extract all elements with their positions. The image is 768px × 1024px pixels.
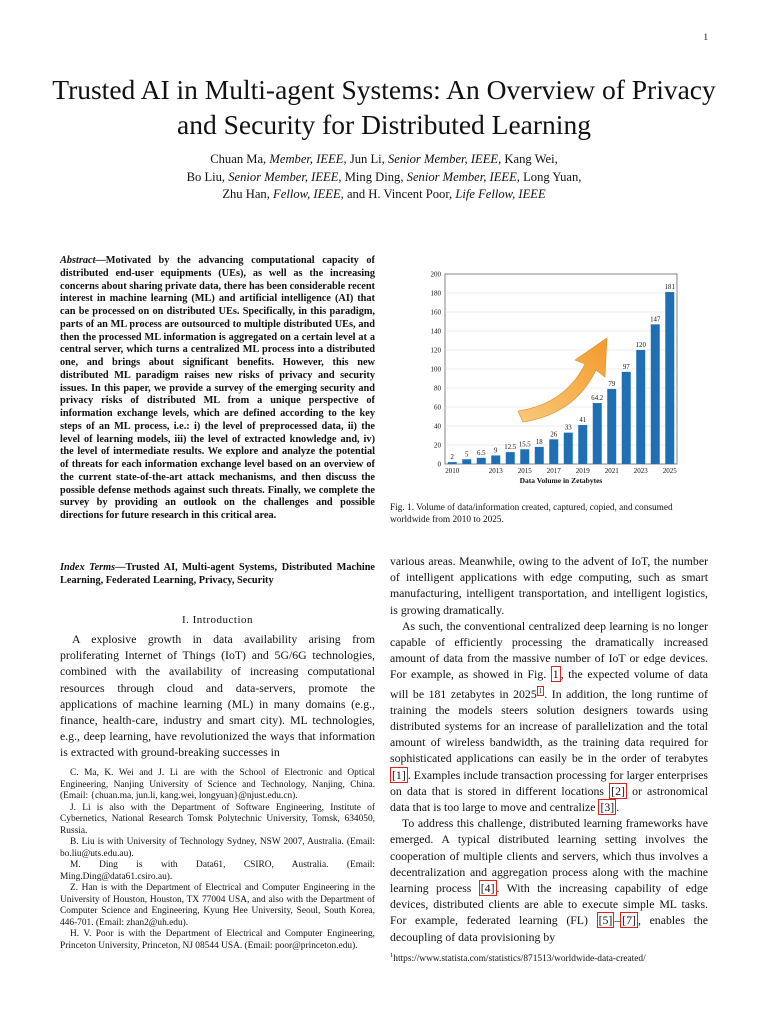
bar bbox=[651, 324, 660, 464]
author-role: Fellow, IEEE, bbox=[273, 187, 344, 201]
text-run: , the expected volume of data will be 181 zetabytes in 2025 bbox=[390, 667, 708, 701]
bar-value-label: 12.5 bbox=[504, 444, 517, 452]
author-name: Zhu Han, bbox=[222, 187, 270, 201]
text-run: . Examples include transaction processing for larger enterprises on data that is stored in different locations bbox=[390, 767, 708, 798]
author-name: Chuan Ma, bbox=[210, 152, 267, 166]
abstract bbox=[60, 255, 375, 523]
bar bbox=[520, 449, 529, 464]
bar bbox=[607, 389, 616, 464]
x-tick-label: 2013 bbox=[488, 467, 503, 475]
bar-value-label: 181 bbox=[664, 284, 675, 292]
index-terms-text: —Trusted AI, Multi-agent Systems, Distributed Machine Learning, Federated Learning, Privacy, Security bbox=[60, 562, 375, 586]
citation-link[interactable]: [2] bbox=[611, 783, 625, 798]
right-column-text bbox=[390, 553, 708, 945]
bar-value-label: 2 bbox=[450, 454, 454, 462]
x-tick-label: 2017 bbox=[546, 467, 561, 475]
text-run: As such, the conventional centralized deep learning is no longer capable of efficiently processing the dramatically increased amount of data from the massive number of IoT or edge devices. For example, as showed in Fig. bbox=[390, 618, 708, 682]
bar bbox=[665, 292, 674, 464]
abstract-text: —Motivated by the advancing computational capacity of distributed end-user equipments (UEs), as well as the increasing concerns about sharing private data, there has been considerable recent interest in machine learning (ML) and artificial intelligence (AI) that can be processed on on distributed UEs. Specifically, in this paradigm, parts of an ML process are outsourced to multiple distributed UEs, and then the processed ML information is aggregated on a certain level at a central server, which turns a centralized ML process into a distributed one, and brings about significant benefits. However, this new distributed ML paradigm raises new risks of privacy and security issues. In this paper, we provide a survey of the emerging security and privacy risks of distributed ML from a unique perspective of information exchange levels, which are defined according to the key steps of an ML process, i.e.: i) the level of preprocessed data, ii) the level of learning models, iii) the level of extracted knowledge and, iv) the level of intermediate results. We explore and analyze the potential of threats for each information exchange level based on an overview of the current state-of-the-art attack mechanisms, and then discuss the possible defense methods against such threats. Finally, we complete the survey by providing an outlook on the challenges and possible directions for future research in this critical area. bbox=[60, 255, 375, 521]
author-role: Senior Member, IEEE, bbox=[406, 169, 520, 184]
bar-value-label: 9 bbox=[494, 447, 498, 455]
affiliation-footnotes bbox=[60, 768, 375, 952]
bar-value-label: 15.5 bbox=[518, 441, 531, 449]
citation-link[interactable]: [7] bbox=[622, 913, 636, 928]
author-name: and H. Vincent Poor, bbox=[346, 187, 453, 201]
figure-ref-link[interactable]: 1 bbox=[552, 667, 559, 682]
bar-value-label: 147 bbox=[650, 316, 661, 324]
footnote: H. V. Poor is with the Department of Electrical and Computer Engineering, Princeton University, Princeton, NJ 08544 USA. (Email: poor@princeton.edu). bbox=[60, 929, 375, 951]
y-tick-label: 60 bbox=[434, 403, 441, 412]
bar bbox=[506, 452, 515, 464]
x-tick-label: 2023 bbox=[633, 467, 648, 475]
author-role: Member, IEEE, bbox=[269, 152, 347, 166]
citation-link[interactable]: [1] bbox=[392, 767, 406, 782]
footnote: C. Ma, K. Wei and J. Li are with the School of Electronic and Optical Engineering, Nanjing University of Science and Technology, Nanjing, China. (Email: {chuan.ma, jun.li, kang.wei, longyuan}@njust.edu.cn). bbox=[60, 768, 375, 801]
bar-value-label: 97 bbox=[622, 363, 630, 371]
bar bbox=[593, 403, 602, 464]
author-role: Senior Member, IEEE, bbox=[228, 169, 342, 184]
bar bbox=[564, 433, 573, 464]
y-tick-label: 180 bbox=[430, 289, 441, 298]
paragraph bbox=[390, 815, 708, 945]
bar-value-label: 26 bbox=[550, 431, 558, 439]
text-run: , enables the decoupling of data provisioning by bbox=[390, 913, 708, 944]
bar-value-label: 41 bbox=[579, 417, 587, 425]
footnote-url-link[interactable]: https://www.statista.com/statistics/871513/worldwide-data-created/ bbox=[393, 954, 646, 965]
y-tick-label: 40 bbox=[434, 422, 441, 431]
intro-text: A explosive growth in data availability arising from proliferating Internet of Things (IoT) and 5G/6G technologies, combined with the availability of increasing computational resources through cloud and data-servers, promote the applications of machine learning (ML) in many domains (e.g., finance, health-care, industry and smart city). ML technologies, e.g., deep learning, have revolutionized the ways that information is extracted with ground-breaking successes in bbox=[60, 632, 375, 760]
abstract-label: Abstract bbox=[60, 255, 96, 266]
bar-value-label: 79 bbox=[608, 380, 616, 388]
bar-value-label: 120 bbox=[635, 342, 646, 349]
bar bbox=[549, 439, 558, 464]
footnote-mark: 1 bbox=[390, 952, 394, 959]
y-tick-label: 120 bbox=[430, 346, 441, 355]
text-run: . bbox=[616, 799, 620, 814]
footnote: J. Li is also with the Department of Software Engineering, Institute of Cybernetics, National Research Tomsk Polytechnic University, Tomsk, 634050, Russia. bbox=[60, 802, 375, 836]
footnote-ref-link[interactable]: 1 bbox=[538, 686, 543, 695]
x-axis-label: Data Volume in Zetabytes bbox=[519, 476, 603, 485]
text-run: . With the increasing capability of edge devices, distributed clients are able to execute simple ML tasks. For example, federated learning (FL) bbox=[390, 880, 708, 928]
x-tick-label: 2015 bbox=[517, 467, 532, 475]
paragraph: various areas. Meanwhile, owing to the advent of IoT, the number of intelligent applications with edge computing, such as smart manufacturing, intelligent transportation, and intelligent logistics, is growing dramatically. bbox=[390, 554, 708, 617]
bar bbox=[448, 462, 457, 464]
bar bbox=[491, 455, 500, 464]
bar-value-label: 33 bbox=[564, 424, 572, 432]
text-run: – bbox=[614, 913, 621, 928]
bar-value-label: 18 bbox=[535, 438, 543, 446]
index-terms-label: Index Terms bbox=[60, 562, 116, 573]
author-line-2 bbox=[40, 169, 728, 187]
author-role: Senior Member, IEEE, bbox=[387, 152, 502, 166]
author-name: Ming Ding, bbox=[344, 169, 404, 184]
text-run: . In addition, the long runtime of training the models steers solution designers towards using distributed systems for an increase of parallelization and the total amount of wireless bandwidth, as the training data required for sophisticated applications can easily be in the order of terabytes bbox=[390, 686, 708, 766]
footnote: Z. Han is with the Department of Electrical and Computer Engineering in the University of Houston, Houston, TX 77004 USA, and also with the Department of Computer Science and Engineering, Kyung Hee University, Seoul, South Korea, 446-701. (Email: zhan2@uh.edu). bbox=[60, 883, 375, 928]
author-list bbox=[40, 151, 728, 204]
y-tick-label: 160 bbox=[430, 308, 441, 317]
bar-value-label: 64.2 bbox=[591, 395, 604, 403]
y-tick-label: 100 bbox=[430, 365, 441, 374]
y-tick-label: 140 bbox=[430, 327, 441, 336]
y-tick-label: 80 bbox=[434, 384, 441, 393]
section-heading: I. Introduction bbox=[181, 614, 254, 626]
x-tick-label: 2021 bbox=[604, 467, 619, 475]
author-name: Long Yuan, bbox=[523, 169, 582, 184]
figure-caption: Fig. 1. Volume of data/information created, captured, copied, and consumed worldwide from 2010 to 2025. bbox=[390, 503, 673, 525]
citation-link[interactable]: [4] bbox=[480, 880, 495, 895]
bar-value-label: 5 bbox=[465, 451, 469, 459]
y-tick-label: 0 bbox=[437, 460, 441, 469]
author-name: Kang Wei, bbox=[504, 152, 558, 166]
text-run: To address this challenge, distributed learning frameworks have emerged. A typical distributed learning setting involves the cooperation of multiple clients and servers, which thus involves a decentralization and aggregation process along with the machine learning process bbox=[390, 816, 708, 895]
x-tick-label: 2010 bbox=[445, 467, 460, 475]
bar-value-label: 6.5 bbox=[477, 449, 486, 457]
author-name: Jun Li, bbox=[349, 152, 385, 166]
text-run: or astronomical data that is too large to move and centralize bbox=[390, 783, 708, 814]
author-name: Bo Liu, bbox=[186, 169, 226, 184]
data-volume-chart bbox=[415, 264, 685, 496]
y-tick-label: 20 bbox=[434, 441, 441, 450]
author-line-3 bbox=[40, 186, 728, 204]
x-tick-label: 2019 bbox=[575, 467, 590, 475]
page-number: 1 bbox=[703, 32, 708, 42]
footnote: B. Liu is with University of Technology Sydney, NSW 2007, Australia. (Email: bo.liu@uts.edu.au). bbox=[60, 837, 375, 859]
bar bbox=[636, 350, 645, 464]
intro-paragraph bbox=[60, 631, 375, 761]
paragraph bbox=[390, 618, 708, 815]
citation-link[interactable]: [5] bbox=[598, 913, 613, 928]
author-role: Life Fellow, IEEE bbox=[455, 187, 546, 201]
y-tick-label: 200 bbox=[430, 270, 441, 279]
author-line-1 bbox=[40, 151, 728, 169]
bar bbox=[578, 425, 587, 464]
bar bbox=[535, 447, 544, 464]
citation-link[interactable]: [3] bbox=[600, 799, 615, 814]
url-footnote bbox=[390, 952, 708, 964]
footnote: M. Ding is with Data61, CSIRO, Australia. (Email: Ming.Ding@data61.csiro.au). bbox=[60, 860, 375, 882]
index-terms bbox=[60, 562, 375, 588]
bar bbox=[462, 459, 471, 464]
bar bbox=[477, 458, 486, 464]
paper-title: Trusted AI in Multi-agent Systems: An Overview of Privacy and Security for Distributed Learning bbox=[52, 74, 716, 140]
x-tick-label: 2025 bbox=[662, 467, 677, 475]
bar bbox=[622, 372, 631, 464]
